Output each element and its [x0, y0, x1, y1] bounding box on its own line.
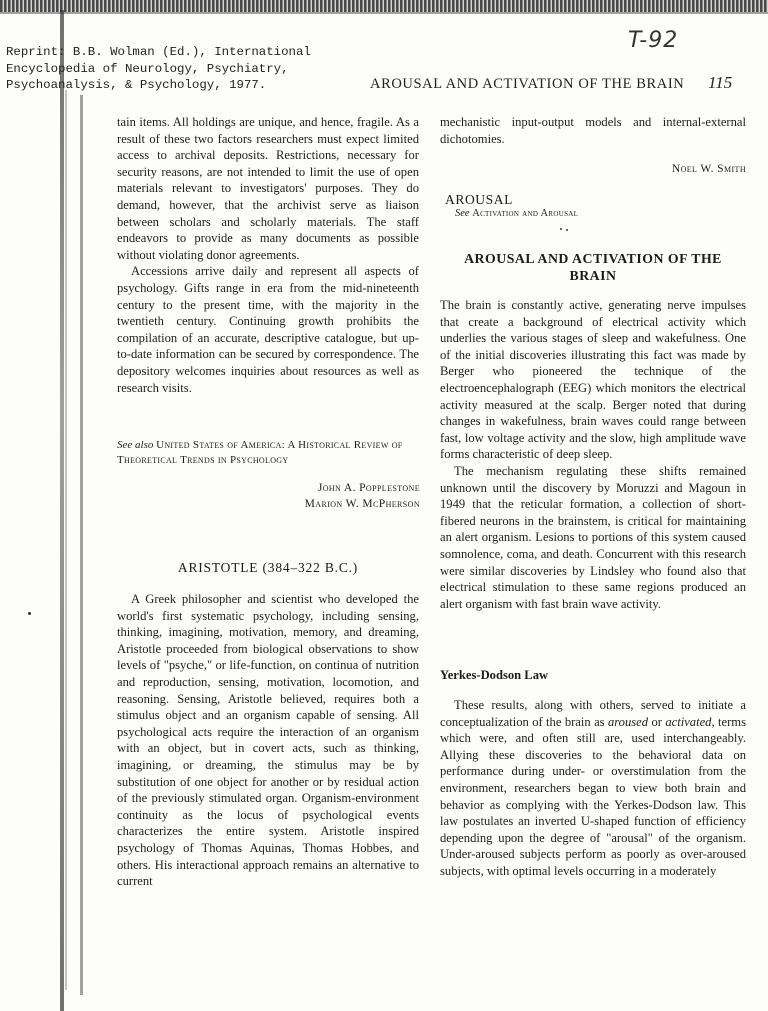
author-name: Noel W. Smith: [671, 163, 746, 175]
paragraph: mechanistic input-output models and internal-external dichotomies.: [440, 115, 746, 146]
reprint-line-1: Reprint: B.B. Wolman (Ed.), International: [6, 45, 311, 59]
scan-top-edge-line: [0, 12, 768, 14]
paragraph: tain items. All holdings are unique, and hence, fragile. As a result of these two factors researchers must expect limited access to archival deposits. Restrictions, necessary for security reasons, are not intended to limit the use of open materials relevant to investigators' purposes. They do demand, however, that the archivist serve as liaison between scholars and scholarly materials. The staff endeavors to provide as many documents as possible without violating donor agreements.: [117, 115, 419, 262]
entry-title: AROUSAL: [445, 192, 513, 207]
running-head: AROUSAL AND ACTIVATION OF THE BRAIN: [370, 76, 685, 92]
see-also-label: See also: [117, 439, 154, 451]
see-also-link: United States of America: A Historical Review of Theoretical Trends in Psychology: [117, 439, 403, 466]
entry-title: AROUSAL AND ACTIVATION OF THE BRAIN: [464, 251, 722, 283]
scan-speck: [566, 229, 568, 231]
reprint-citation: [6, 44, 311, 94]
entry-title: ARISTOTLE (384–322 B.C.): [177, 560, 359, 575]
author-name: Marion W. McPherson: [304, 498, 420, 510]
binding-edge: [60, 10, 64, 1011]
text-run: terms which were, and often still are, used interchangeably. Allying these discoveries to the behavioral data on performance during under- or overstimulation from the environment, researchers began to view both brain and behavior as complying with the Yerkes-Dodson law. This law postulates an inverted U-shaped function of efficiency depending upon the degree of "arousal" of the organism. Under-aroused subjects perform as poorly as over-aroused subjects, with optimal levels occurring in a moderately: [440, 714, 746, 878]
handwritten-note: T-92: [628, 28, 679, 53]
right-column-continuation: [440, 114, 746, 147]
reprint-line-3: Psychoanalysis, & Psychology, 1977.: [6, 78, 267, 92]
subsection-body: [440, 697, 746, 880]
left-column-text: [117, 114, 419, 396]
see-label: See: [455, 208, 470, 219]
entry-body: [117, 591, 419, 890]
reprint-line-2: Encyclopedia of Neurology, Psychiatry,: [6, 61, 289, 76]
margin-rule: [80, 95, 83, 995]
emphasis: aroused: [607, 714, 649, 729]
paragraph: A Greek philosopher and scientist who developed the world's first systematic psychology, including sensing, thinking, imagining, motivation, memory, and dreaming, Aristotle proceeded from biological observations to show levels of "psyche," or life-function, on continua of nutrition and reproduction, sensing, motivation, locomotion, and reasoning. Sensing, Aristotle believed, requires both a stimulus object and an organism capable of sensing. All psychological acts require the interaction of an organism with an object, but in covert acts, such as thinking, imagining, or dreaming, the stimulus may be by substitution of one object for another or by residual action of the previously stimulated organ. Organism-environment continuity as the locus of psychological events characterizes the entire system. Aristotle inspired psychology of Thomas Aquinas, Thomas Hobbes, and others. His interactional approach remains an alternative to current: [117, 592, 419, 889]
text-run: These results, along with others, served to initiate a conceptualization of the brain as: [440, 698, 746, 729]
scan-speck: [28, 612, 31, 615]
entry-body: [440, 297, 746, 612]
text-run: or: [648, 714, 666, 729]
scan-speck: [560, 228, 562, 230]
scan-top-edge: [0, 0, 768, 12]
emphasis: activated,: [665, 714, 715, 729]
see-also-reference: [117, 438, 419, 468]
paragraph: Accessions arrive daily and represent all aspects of psychology. Gifts range in era from the mid-nineteenth century to the present time, with the majority in the twentieth century. Continuing growth prohibits the compilation of an accurate, descriptive catalogue, but up-to-date information can be secured by correspondence. The depository welcomes inquiries about resources as well as research visits.: [117, 264, 419, 395]
author-signature: [252, 480, 420, 512]
cross-reference: [455, 208, 578, 219]
binding-edge-shadow: [65, 90, 67, 990]
page-number: 115: [708, 73, 733, 92]
subsection-heading: Yerkes-Dodson Law: [440, 668, 549, 682]
author-name: John A. Popplestone: [317, 482, 420, 494]
paragraph: The mechanism regulating these shifts remained unknown until the discovery by Moruzzi and Magoun in 1949 that the reticular formation, a collection of short-fibered neurons in the brainstem, is critical for maintaining an alert organism. Lesions to portions of this system caused somnolence, coma, and death. Concurrent with this research were similar discoveries by Lindsley who found also that electrical stimulation to these same regions produced an alert organism with fast brain wave activity.: [440, 463, 746, 611]
see-link: Activation and Arousal: [472, 208, 579, 219]
paragraph: [440, 697, 746, 880]
paragraph: The brain is constantly active, generating nerve impulses that create a background of electrical activity which underlies the various stages of sleep and wakefulness. One of the initial discoveries illustrating this fact was made by Berger who pioneered the technique of the electroencephalograph (EEG) which monitors the electrical activity measured at the scalp. Berger noted that during changes in wakefulness, brain waves could range between fast, low voltage activity and the slow, high amplitude wave forms characteristic of deep sleep.: [440, 298, 746, 462]
